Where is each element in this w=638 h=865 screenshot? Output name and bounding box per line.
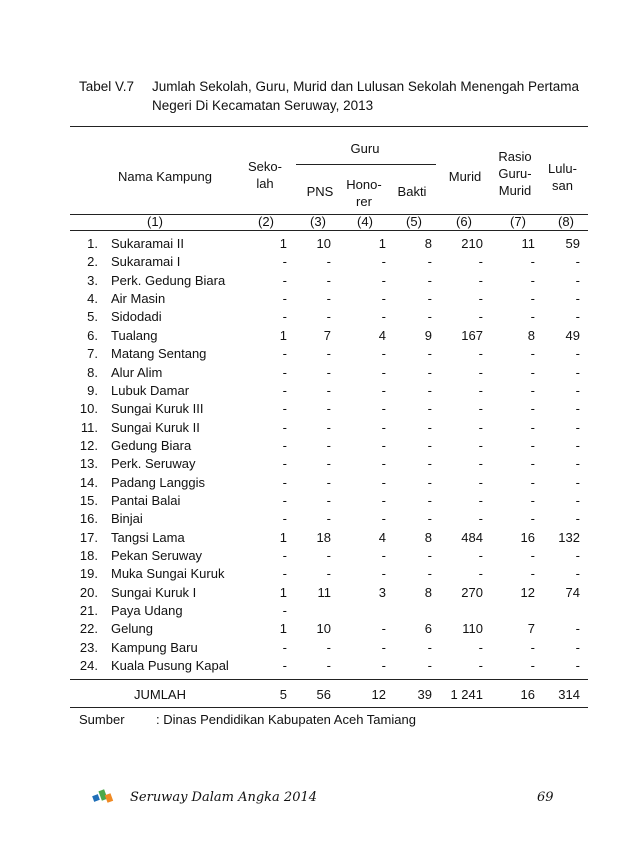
table-cell: -	[282, 437, 287, 453]
table-cell: -	[530, 492, 535, 508]
table-cell: -	[530, 254, 535, 270]
kampung-name: Kuala Pusung Kapal	[111, 658, 229, 673]
table-cell: 11	[317, 584, 331, 600]
table-cell: -	[282, 419, 287, 435]
rule-top	[70, 126, 588, 127]
table-cell: 12	[520, 584, 535, 600]
table-cell: -	[478, 548, 483, 563]
table-cell: -	[282, 254, 287, 270]
table-cell: -	[381, 639, 386, 655]
table-cell: -	[381, 658, 386, 673]
source-label: Sumber	[79, 712, 125, 727]
table-cell: 167	[461, 327, 483, 343]
row-number: 14.	[79, 474, 98, 490]
kampung-name: Matang Sentang	[111, 346, 207, 362]
table-cell: 4	[378, 327, 386, 343]
kampung-name: Perk. Seruway	[111, 456, 196, 472]
table-cell: -	[530, 456, 535, 472]
table-cell: -	[427, 474, 432, 490]
table-cell: 1	[279, 584, 287, 600]
table-cell: -	[427, 639, 432, 655]
table-cell: -	[282, 456, 287, 472]
table-cell: -	[478, 419, 483, 435]
table-cell: -	[326, 364, 331, 380]
table-cell: -	[575, 511, 580, 527]
table-cell: 59	[565, 236, 580, 251]
table-cell: -	[326, 254, 331, 270]
kampung-name: Gedung Biara	[111, 437, 192, 453]
kampung-name: Sungai Kuruk I	[111, 584, 197, 600]
table-cell: -	[575, 474, 580, 490]
table-cell: -	[427, 511, 432, 527]
table-cell: -	[427, 456, 432, 472]
page-number: 69	[537, 790, 554, 805]
page-footer	[0, 790, 638, 820]
table-cell: -	[575, 401, 580, 417]
table-cell: -	[575, 272, 580, 288]
table-cell: -	[381, 437, 386, 453]
table-cell: -	[575, 566, 580, 582]
table-cell: -	[530, 346, 535, 362]
bps-logo-icon	[92, 786, 114, 808]
table-cell: -	[478, 511, 483, 527]
table-cell: -	[575, 456, 580, 472]
table-cell: 1	[279, 621, 287, 637]
table-cell: -	[326, 492, 331, 508]
kampung-name: Pantai Balai	[111, 492, 181, 508]
kampung-name: Muka Sungai Kuruk	[111, 566, 225, 582]
table-cell: -	[381, 382, 386, 398]
column-number: (6)	[456, 214, 472, 229]
table-cell: 8	[527, 327, 535, 343]
header-rasio: Rasio Guru- Murid	[498, 149, 532, 198]
column-number: (5)	[406, 214, 422, 229]
table-cell: -	[478, 437, 483, 453]
table-cell: 7	[323, 327, 331, 343]
header-sekolah: Seko- lah	[248, 159, 282, 191]
row-number: 6.	[87, 327, 98, 343]
table-cell: -	[326, 511, 331, 527]
table-cell: -	[381, 474, 386, 490]
column-number: (7)	[510, 214, 526, 229]
row-number: 24.	[79, 658, 98, 673]
table-cell: -	[326, 272, 331, 288]
row-number: 8.	[87, 364, 98, 380]
table-cell: -	[478, 658, 483, 673]
table-cell: -	[282, 511, 287, 527]
table-cell: 10	[316, 621, 331, 637]
table-cell: -	[381, 364, 386, 380]
table-cell: -	[282, 382, 287, 398]
table-cell: -	[478, 474, 483, 490]
table-cell: -	[530, 548, 535, 563]
table-cell: -	[326, 309, 331, 325]
table-cell: -	[427, 401, 432, 417]
table-cell: -	[530, 291, 535, 307]
column-number: (3)	[310, 214, 326, 229]
column-number: (1)	[147, 214, 163, 229]
kampung-name: Binjai	[111, 511, 143, 527]
kampung-name: Gelung	[111, 621, 153, 637]
table-cell: -	[381, 401, 386, 417]
total-cell: 12	[371, 687, 386, 702]
rule-guru	[296, 164, 436, 165]
table-cell: -	[575, 548, 580, 563]
table-cell: -	[326, 401, 331, 417]
kampung-name: Air Masin	[111, 291, 166, 307]
row-number: 20.	[79, 584, 98, 600]
table-cell: -	[575, 492, 580, 508]
table-cell: -	[282, 492, 287, 508]
row-number: 15.	[79, 492, 98, 508]
source-text: : Dinas Pendidikan Kabupaten Aceh Tamiang	[156, 712, 416, 727]
row-number: 19.	[79, 566, 98, 582]
table-cell: -	[575, 382, 580, 398]
column-number: (2)	[258, 214, 274, 229]
kampung-name: Alur Alim	[111, 364, 163, 380]
row-number: 2.	[87, 254, 98, 270]
table-cell: -	[326, 382, 331, 398]
kampung-name: Sungai Kuruk III	[111, 401, 204, 417]
header-pns: PNS	[306, 184, 334, 199]
table-cell: 74	[565, 584, 580, 600]
kampung-name: Paya Udang	[111, 603, 183, 618]
kampung-name: Kampung Baru	[111, 639, 198, 655]
table-cell: 484	[461, 529, 483, 545]
table-cell: -	[326, 639, 331, 655]
row-number: 5.	[87, 309, 98, 325]
table-cell: -	[575, 621, 580, 637]
table-cell: -	[427, 548, 432, 563]
table-cell: 1	[279, 529, 287, 545]
table-cell: -	[427, 346, 432, 362]
table-cell: -	[530, 658, 535, 673]
table-cell: -	[575, 309, 580, 325]
total-label: JUMLAH	[133, 687, 186, 702]
kampung-name: Sukaramai II	[111, 236, 184, 251]
table-cell: -	[478, 364, 483, 380]
row-number: 18.	[79, 548, 98, 563]
kampung-name: Padang Langgis	[111, 474, 205, 490]
table-cell: -	[575, 291, 580, 307]
row-number: 22.	[79, 621, 98, 637]
table-cell: -	[282, 401, 287, 417]
table-cell: -	[326, 437, 331, 453]
kampung-name: Lubuk Damar	[111, 382, 190, 398]
table-cell: 8	[424, 584, 432, 600]
table-cell: -	[282, 272, 287, 288]
table-cell: 270	[461, 584, 483, 600]
table-cell: -	[282, 658, 287, 673]
row-number: 4.	[87, 291, 98, 307]
table-cell: -	[427, 658, 432, 673]
table-cell: 1	[378, 236, 386, 251]
kampung-name: Pekan Seruway	[111, 548, 203, 563]
table-cell: -	[381, 456, 386, 472]
row-number: 1.	[87, 236, 98, 251]
table-cell: -	[381, 566, 386, 582]
table-cell: -	[427, 437, 432, 453]
total-cell: 5	[279, 687, 287, 702]
table-cell: -	[478, 566, 483, 582]
table-cell: 7	[527, 621, 535, 637]
kampung-name: Tangsi Lama	[111, 529, 185, 545]
table-cell: -	[282, 364, 287, 380]
table-cell: -	[478, 639, 483, 655]
table-cell: -	[326, 474, 331, 490]
table-cell: 6	[424, 621, 432, 637]
kampung-name: Sungai Kuruk II	[111, 419, 200, 435]
table-cell: -	[381, 254, 386, 270]
total-cell: 1 241	[450, 687, 483, 702]
table-cell: 3	[378, 584, 386, 600]
table-cell: -	[427, 419, 432, 435]
table-cell: 110	[462, 621, 483, 637]
table-cell: -	[575, 419, 580, 435]
table-cell: -	[530, 309, 535, 325]
table-cell: -	[381, 492, 386, 508]
table-cell: -	[326, 346, 331, 362]
table-cell: -	[282, 474, 287, 490]
table-cell: -	[282, 566, 287, 582]
table-cell: -	[478, 346, 483, 362]
row-number: 23.	[79, 639, 98, 655]
header-guru: Guru	[350, 141, 380, 156]
total-cell: 314	[558, 687, 580, 702]
table-cell: -	[282, 548, 287, 563]
table-cell: -	[326, 456, 331, 472]
row-number: 21.	[79, 603, 98, 618]
table-cell: -	[530, 401, 535, 417]
table-cell: -	[530, 364, 535, 380]
table-cell: -	[427, 309, 432, 325]
table-cell: -	[381, 511, 386, 527]
table-cell: 210	[461, 236, 483, 251]
table-cell: -	[282, 603, 287, 618]
table-cell: -	[427, 272, 432, 288]
table-cell: 16	[520, 529, 535, 545]
header-lulusan: Lulu- san	[548, 161, 577, 193]
row-number: 3.	[87, 272, 98, 288]
table-cell: -	[575, 437, 580, 453]
table-cell: 9	[424, 327, 432, 343]
table-cell: -	[326, 548, 331, 563]
table-cell: 1	[279, 327, 287, 343]
header-murid: Murid	[448, 169, 482, 184]
kampung-name: Sukaramai I	[111, 254, 181, 270]
table-cell: -	[478, 456, 483, 472]
table-cell: -	[427, 382, 432, 398]
table-cell: 18	[316, 529, 331, 545]
table-cell: 10	[316, 236, 331, 251]
table-cell: -	[381, 419, 386, 435]
table-cell: -	[427, 254, 432, 270]
table-cell: -	[575, 254, 580, 270]
table-cell: -	[326, 291, 331, 307]
row-number: 12.	[79, 437, 98, 453]
table-cell: -	[381, 346, 386, 362]
table-cell: 49	[565, 327, 580, 343]
header-honorer: Hono- rer	[346, 177, 382, 209]
table-cell: -	[478, 382, 483, 398]
table-cell: -	[530, 639, 535, 655]
kampung-name: Perk. Gedung Biara	[111, 272, 226, 288]
header-bakti: Bakti	[397, 184, 427, 199]
table-cell: -	[530, 511, 535, 527]
table-cell: -	[427, 566, 432, 582]
row-number: 10.	[79, 401, 98, 417]
table-cell: -	[282, 346, 287, 362]
table-cell: -	[381, 309, 386, 325]
table-cell: -	[381, 272, 386, 288]
row-number: 11.	[80, 419, 98, 435]
table-cell: -	[326, 566, 331, 582]
table-cell: -	[381, 548, 386, 563]
table-cell: -	[326, 419, 331, 435]
table-cell: -	[478, 401, 483, 417]
table-cell: -	[282, 291, 287, 307]
table-cell: 8	[424, 529, 432, 545]
total-cell: 39	[417, 687, 432, 702]
rule-body-bottom	[70, 679, 588, 680]
table-cell: -	[575, 639, 580, 655]
table-cell: -	[530, 382, 535, 398]
table-cell: -	[282, 639, 287, 655]
table-cell: -	[381, 621, 386, 637]
table-cell: -	[478, 272, 483, 288]
table-cell: -	[530, 566, 535, 582]
table-cell: -	[427, 492, 432, 508]
table-cell: -	[478, 291, 483, 307]
table-cell: -	[530, 474, 535, 490]
row-number: 7.	[87, 346, 98, 362]
table-cell: -	[282, 309, 287, 325]
table-cell: -	[478, 492, 483, 508]
table-cell: -	[575, 658, 580, 673]
table-title: Jumlah Sekolah, Guru, Murid dan Lulusan Sekolah Menengah Pertama Negeri Di Kecamatan Seruway, 2013	[152, 79, 580, 113]
footer-title: Seruway Dalam Angka 2014	[130, 790, 318, 805]
table-label: Tabel V.7	[79, 79, 135, 94]
row-number: 9.	[87, 382, 98, 398]
kampung-name: Sidodadi	[111, 309, 162, 325]
table-cell: -	[427, 364, 432, 380]
table-cell: 8	[424, 236, 432, 251]
table-cell: -	[530, 437, 535, 453]
table-cell: -	[575, 364, 580, 380]
table-cell: 132	[558, 529, 580, 545]
table-cell: -	[575, 346, 580, 362]
table-cell: -	[530, 419, 535, 435]
column-number: (4)	[357, 214, 373, 229]
row-number: 16.	[79, 511, 98, 527]
table-cell: 4	[378, 529, 386, 545]
total-cell: 56	[316, 687, 331, 702]
table-cell: 1	[279, 236, 287, 251]
column-number: (8)	[558, 214, 574, 229]
table-cell: -	[427, 291, 432, 307]
total-cell: 16	[520, 687, 535, 702]
table-cell: -	[326, 658, 331, 673]
table-cell: -	[478, 254, 483, 270]
rule-total-bottom	[70, 707, 588, 708]
table-cell: 11	[521, 236, 535, 251]
row-number: 17.	[79, 529, 98, 545]
kampung-name: Tualang	[111, 327, 158, 343]
table-cell: -	[381, 291, 386, 307]
table-cell: -	[530, 272, 535, 288]
table-cell: -	[478, 309, 483, 325]
row-number: 13.	[79, 456, 98, 472]
header-nama-kampung: Nama Kampung	[118, 169, 212, 184]
